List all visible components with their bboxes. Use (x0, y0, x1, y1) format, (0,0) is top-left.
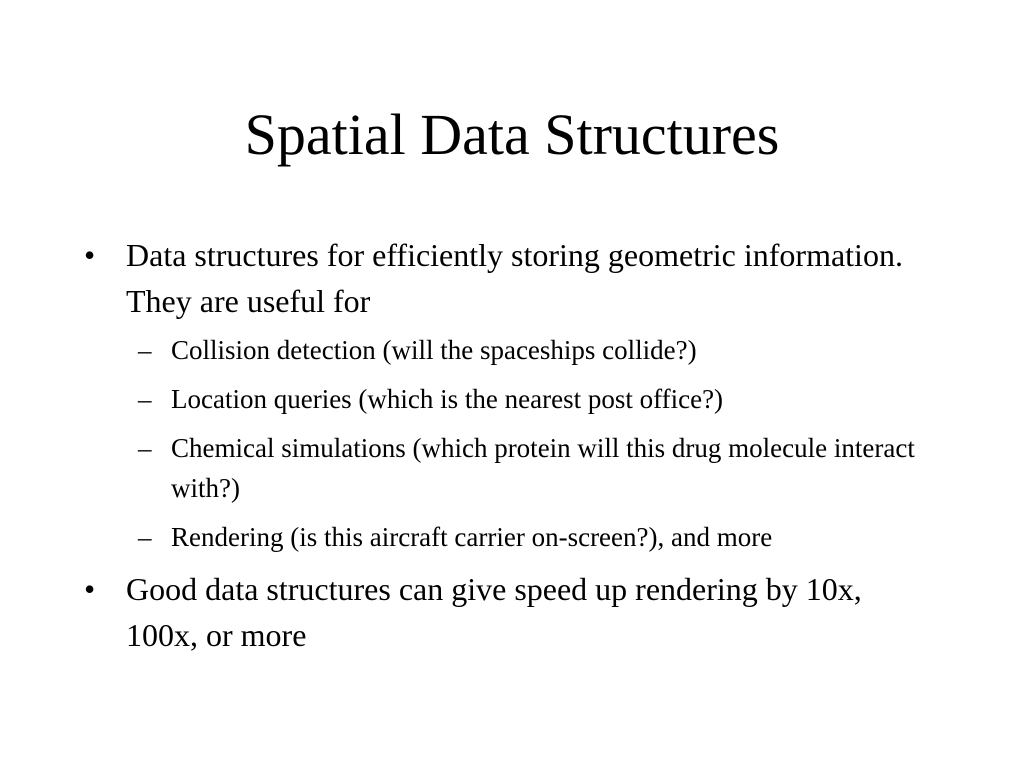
bullet-text: Good data structures can give speed up rendering by 10x, 100x, or more (126, 571, 862, 653)
subbullet-text: Chemical simulations (which protein will this drug molecule interact with?) (171, 433, 915, 503)
subbullet-text: Location queries (which is the nearest post office?) (171, 384, 724, 414)
bullet-text: Data structures for efficiently storing geometric information. They are useful for (126, 237, 903, 319)
bullet-item (84, 566, 934, 658)
bullet-list (84, 232, 934, 660)
subbullet-item (126, 330, 934, 370)
bullet-marker: • (84, 571, 96, 607)
subbullet-item (126, 517, 934, 557)
subbullet-list (126, 330, 934, 557)
subbullet-marker: – (138, 335, 152, 365)
slide-title: Spatial Data Structures (244, 102, 780, 167)
subbullet-item (126, 379, 934, 419)
subbullet-marker: – (138, 384, 152, 414)
subbullet-marker: – (138, 433, 152, 463)
bullet-item (84, 232, 934, 557)
subbullet-marker: – (138, 522, 152, 552)
bullet-marker: • (84, 237, 96, 273)
subbullet-text: Rendering (is this aircraft carrier on-screen?), and more (171, 522, 773, 552)
subbullet-text: Collision detection (will the spaceships collide?) (171, 335, 697, 365)
subbullet-item (126, 428, 934, 508)
